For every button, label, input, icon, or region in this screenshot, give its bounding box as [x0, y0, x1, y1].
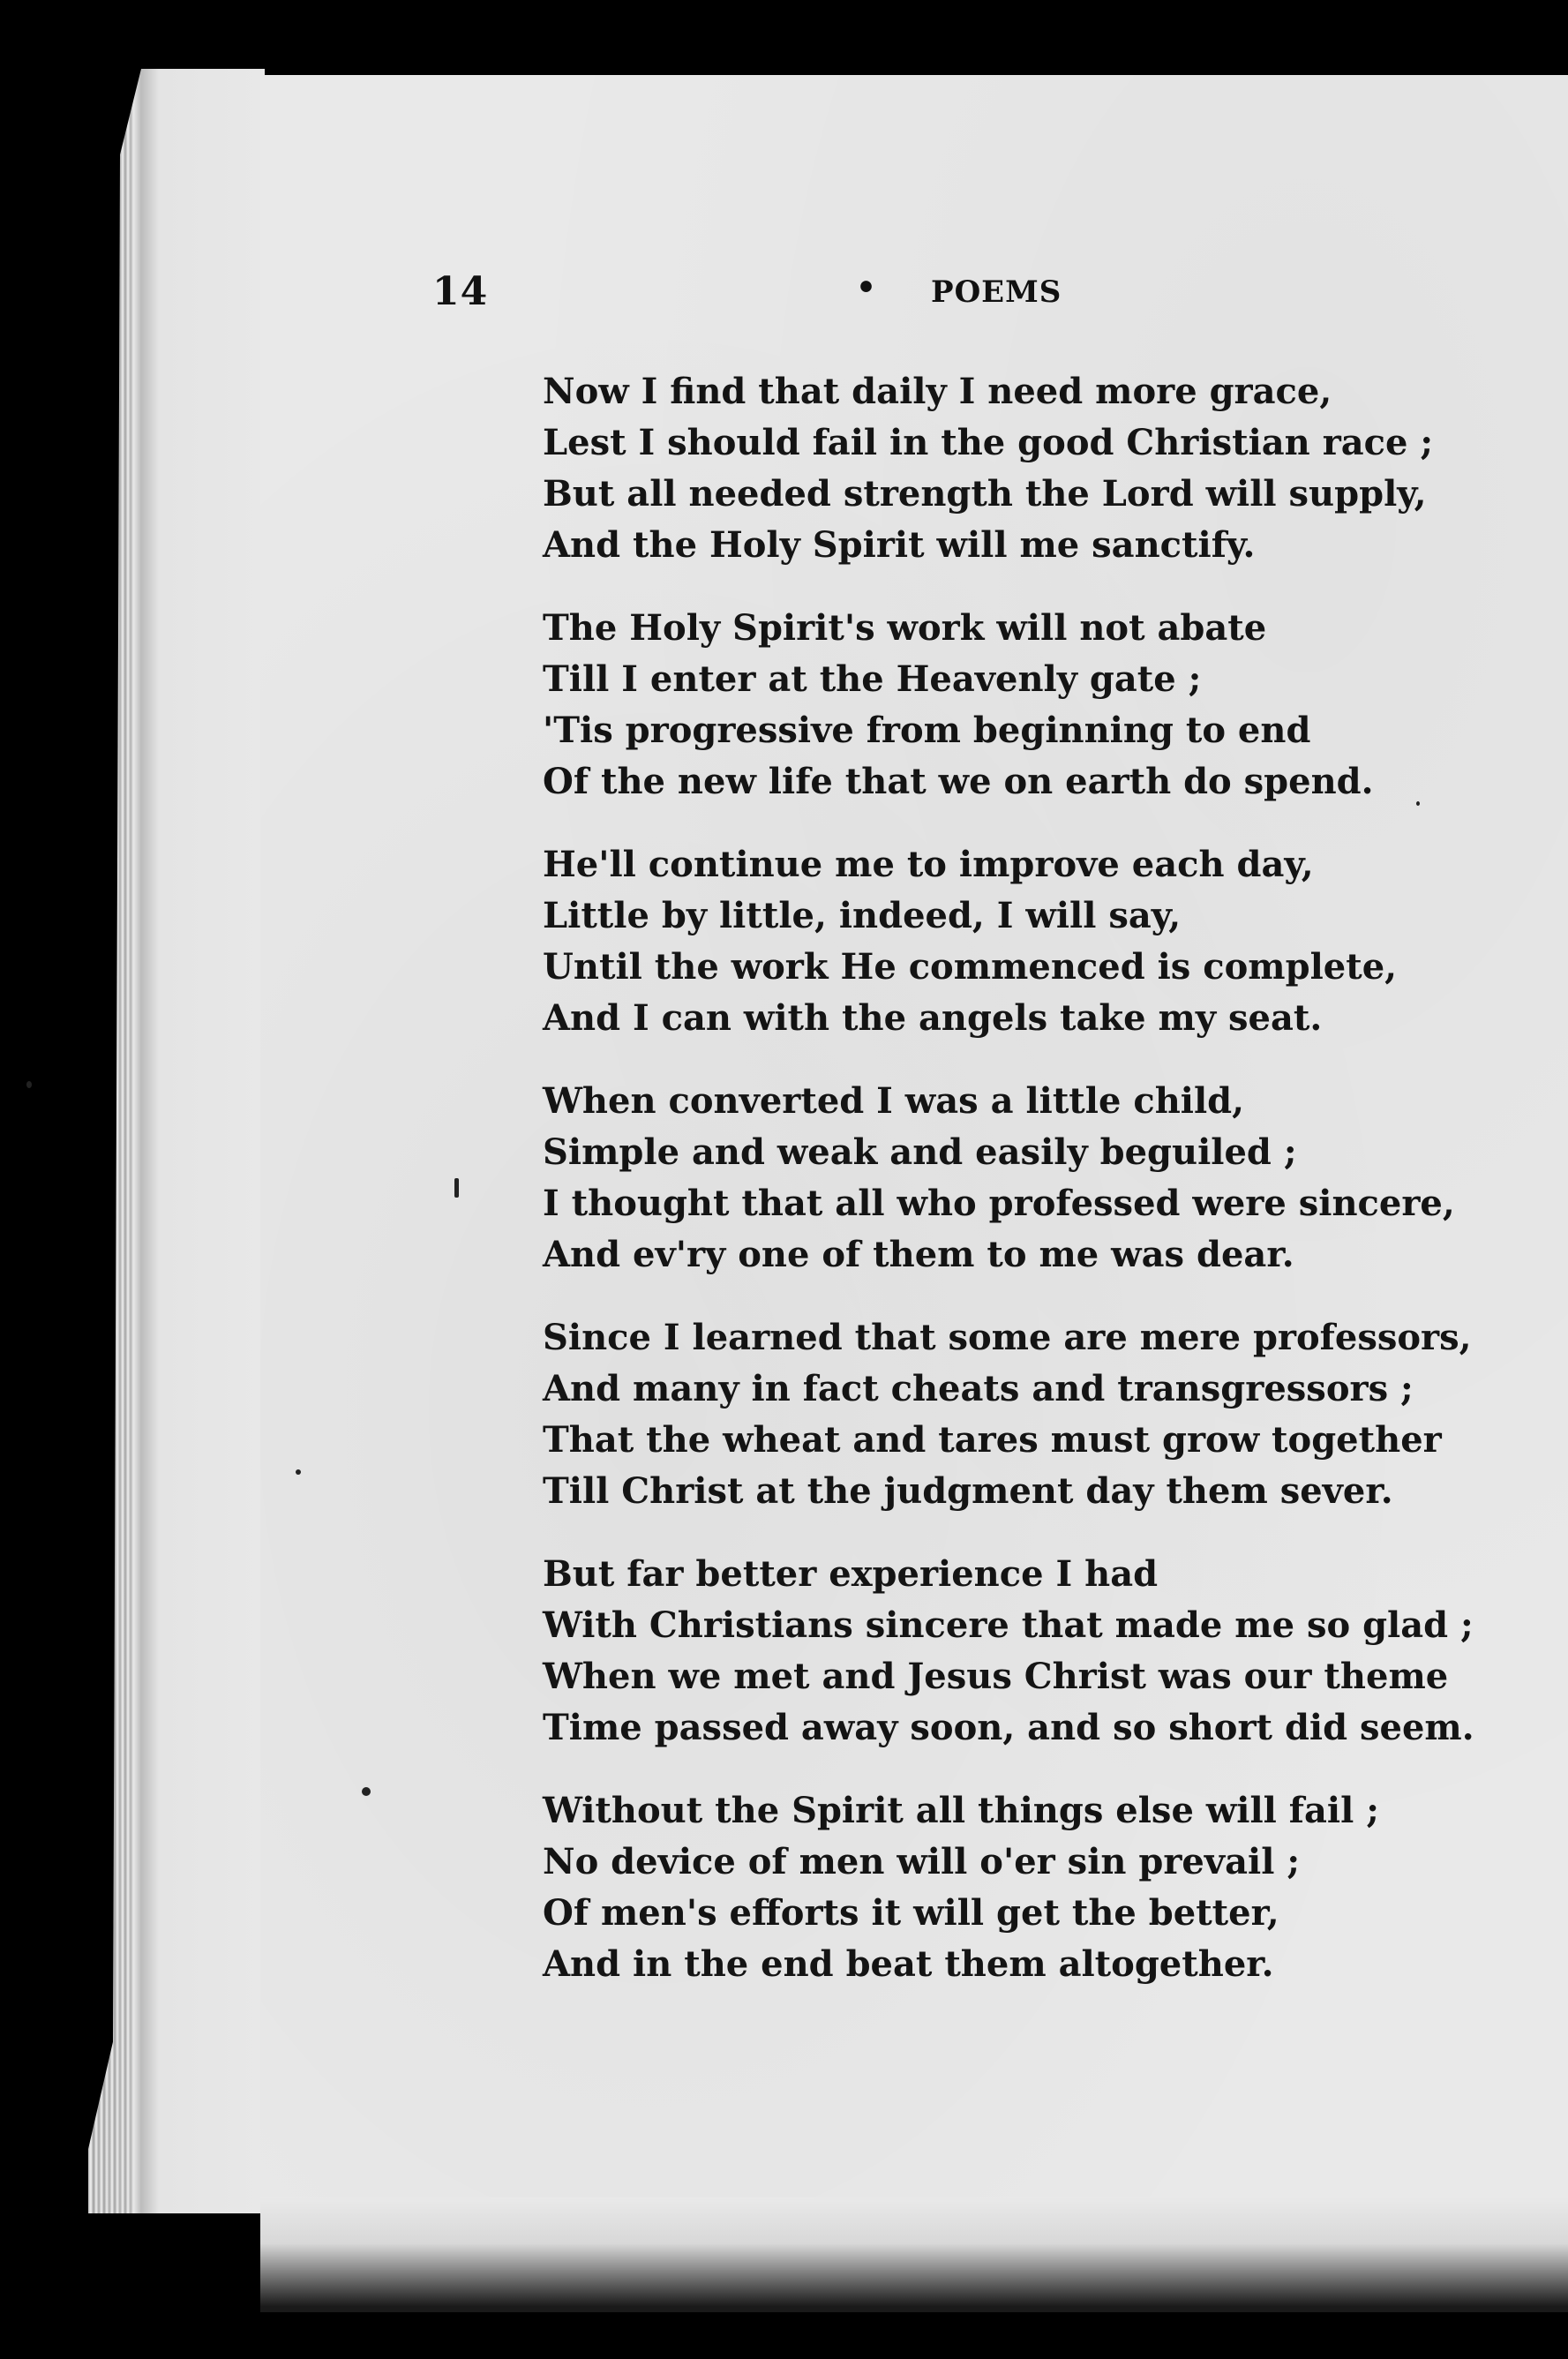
page-number: 14	[432, 269, 489, 314]
poem-line: The Holy Spirit's work will not abate	[543, 607, 1267, 649]
poem-line: 'Tis progressive from beginning to end	[543, 710, 1311, 751]
poem-line: I thought that all who professed were sincere,	[543, 1183, 1455, 1224]
poem-line: Time passed away soon, and so short did seem.	[543, 1707, 1474, 1748]
stanza	[543, 1785, 1513, 1990]
poem-line: When converted I was a little child,	[543, 1080, 1245, 1122]
poem-line: Lest I should fail in the good Christian race ;	[543, 422, 1434, 463]
poem-line: And ev'ry one of them to me was dear.	[543, 1234, 1294, 1275]
poem-line: Simple and weak and easily beguiled ;	[543, 1131, 1297, 1173]
poem-line: Till I enter at the Heavenly gate ;	[543, 658, 1202, 700]
scan-speck	[362, 1787, 371, 1796]
poem-line: Until the work He commenced is complete,	[543, 946, 1398, 988]
stanza	[543, 366, 1513, 571]
running-head: POEMS	[931, 274, 1062, 310]
poem-line: And the Holy Spirit will me sanctify.	[543, 524, 1256, 566]
header-separator: •	[856, 269, 877, 306]
poem-line: When we met and Jesus Christ was our theme	[543, 1656, 1449, 1697]
poem-line: Little by little, indeed, I will say,	[543, 895, 1182, 936]
poem-line: With Christians sincere that made me so glad ;	[543, 1604, 1474, 1646]
poem-line: But all needed strength the Lord will supply,	[543, 473, 1427, 515]
poem-line: And in the end beat them altogether.	[543, 1943, 1274, 1985]
poem-line: He'll continue me to improve each day,	[543, 844, 1314, 885]
poem-line: Now I find that daily I need more grace,	[543, 371, 1332, 412]
stanza	[543, 603, 1513, 808]
stanza	[543, 1312, 1513, 1517]
page-header	[432, 269, 1403, 322]
poem-line: And many in fact cheats and transgressors ;	[543, 1368, 1414, 1409]
poem-line: But far better experience I had	[543, 1553, 1159, 1595]
scan-speck	[296, 1469, 301, 1475]
poem-line: Of men's efforts it will get the better,	[543, 1892, 1279, 1934]
poem-body	[543, 366, 1513, 2022]
stanza	[543, 1076, 1513, 1281]
scan-speck	[26, 1081, 32, 1088]
page-bottom-shadow	[260, 2197, 1568, 2312]
poem-line: That the wheat and tares must grow together	[543, 1419, 1442, 1461]
poem-line: No device of men will o'er sin prevail ;	[543, 1841, 1301, 1882]
poem-line: Till Christ at the judgment day them sever.	[543, 1470, 1393, 1512]
poem-line: Since I learned that some are mere professors,	[543, 1317, 1472, 1358]
poem-line: Of the new life that we on earth do spend.	[543, 761, 1374, 802]
stanza	[543, 839, 1513, 1044]
poem-line: And I can with the angels take my seat.	[543, 997, 1323, 1039]
stanza	[543, 1549, 1513, 1754]
scan-speck	[454, 1178, 459, 1198]
poem-line: Without the Spirit all things else will fail ;	[543, 1790, 1379, 1831]
